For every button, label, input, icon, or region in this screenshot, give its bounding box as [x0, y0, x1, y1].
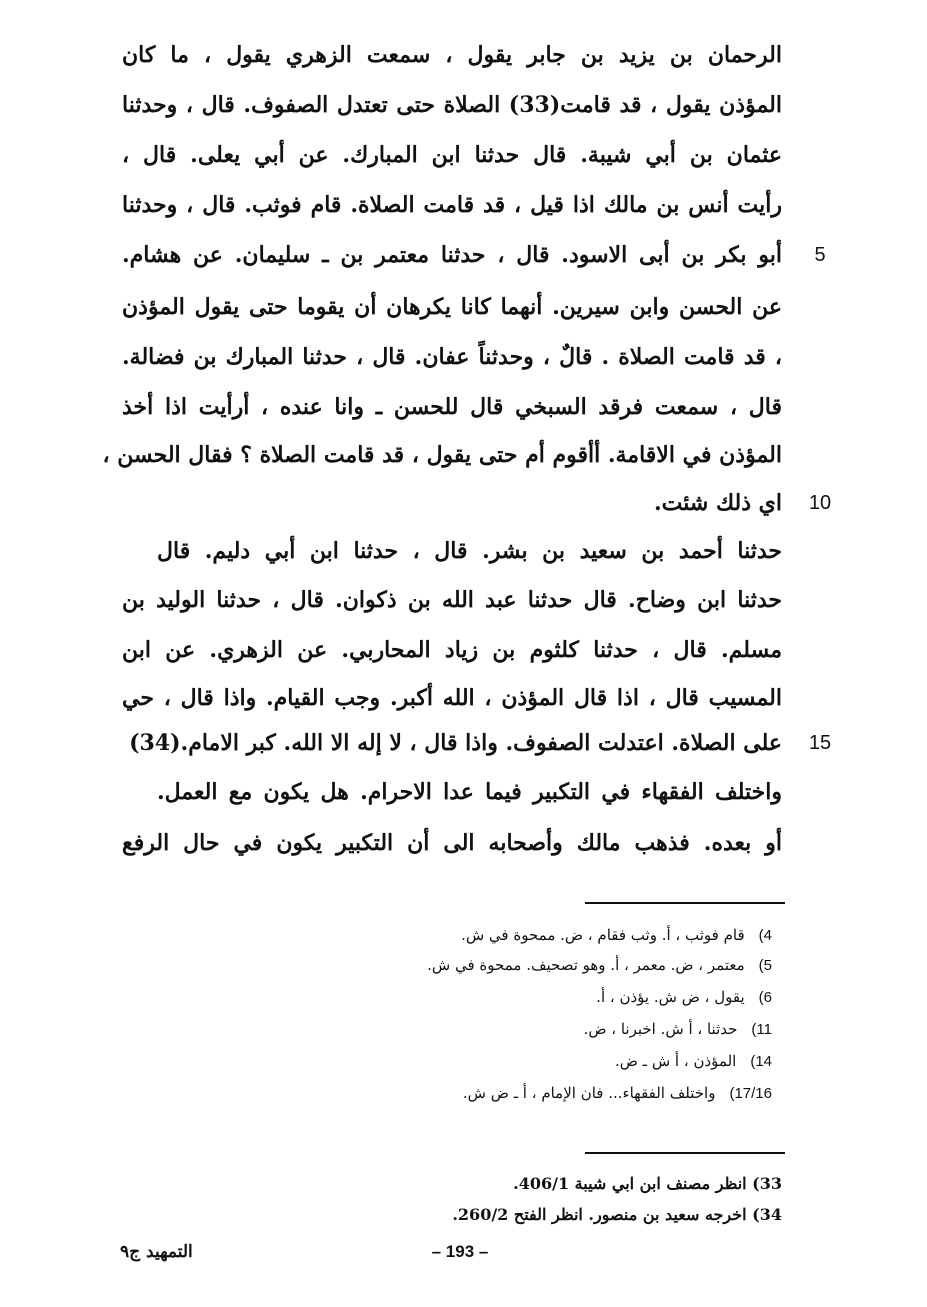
source-note: 33) انظر مصنف ابن ابي شيبة 406/1. [513, 1174, 782, 1193]
line-number: 10 [808, 492, 832, 514]
text-line: عثمان بن أبي شيبة. قال حدثنا ابن المبارك. عن أبي يعلى. قال ، [122, 142, 782, 168]
text-line: مسلم. قال ، حدثنا كلثوم بن زياد المحاربي. عن الزهري. عن ابن [122, 637, 782, 663]
text-line: اي ذلك شئت. [653, 490, 782, 516]
text-line: المؤذن يقول ، قد قامت(33) الصلاة حتى تعتدل الصفوف. قال ، وحدثنا [122, 92, 782, 118]
text-line: أبو بكر بن أبى الاسود. قال ، حدثنا معتمر بن ـ سليمان. عن هشام. [122, 242, 782, 268]
text-line: الرحمان بن يزيد بن جابر يقول ، سمعت الزهري يقول ، ما كان [122, 42, 782, 68]
text-line: حدثنا ابن وضاح. قال حدثنا عبد الله بن ذكوان. قال ، حدثنا الوليد بن [122, 587, 782, 613]
note-number: 6) [758, 989, 772, 1006]
note-number: 4) [758, 927, 772, 944]
footnote-divider [585, 902, 785, 904]
variant-note [352, 1050, 772, 1073]
variant-note [352, 954, 772, 977]
paragraph-start-line: واختلف الفقهاء في التكبير فيما عدا الاحرام. هل يكون مع العمل. [157, 779, 782, 805]
text-line: رأيت أنس بن مالك اذا قيل ، قد قامت الصلاة. قام فوثب. قال ، وحدثنا [122, 192, 782, 218]
variant-note [352, 924, 772, 947]
variant-note [352, 1082, 772, 1105]
source-divider [585, 1152, 785, 1154]
book-volume-mark: التمهيد ج٩ [120, 1242, 193, 1262]
note-text: معتمر ، ض. معمر ، أ. وهو تصحيف. ممحوة في ش. [427, 956, 745, 974]
text-line: عن الحسن وابن سيرين. أنهما كانا يكرهان أن يقوما حتى يقول المؤذن [122, 294, 782, 320]
variant-note [352, 986, 772, 1009]
text-line: المؤذن في الاقامة. أأقوم أم حتى يقول ، قد قامت الصلاة ؟ فقال الحسن ، [102, 442, 782, 468]
note-text: المؤذن ، أ ش ـ ض. [615, 1052, 737, 1070]
note-text: واختلف الفقهاء... فان الإمام ، أ ـ ض ش. [462, 1084, 716, 1102]
note-number: 11) [751, 1021, 772, 1038]
text-line: ، قد قامت الصلاة . قالٌ ، وحدثناً عفان. قال ، حدثنا المبارك بن فضالة. [122, 344, 782, 370]
note-number: 17/16) [729, 1085, 772, 1102]
text-line: على الصلاة. اعتدلت الصفوف. واذا قال ، لا إله الا الله. كبر الامام.(34) [129, 730, 782, 756]
note-number: 14) [750, 1053, 772, 1070]
line-number: 15 [808, 732, 832, 754]
line-number: 5 [814, 244, 826, 266]
note-text: يقول ، ض ش. يؤذن ، أ. [596, 988, 745, 1006]
text-line: قال ، سمعت فرقد السبخي قال للحسن ـ وانا عنده ، أرأيت اذا أخذ [122, 394, 782, 420]
paragraph-start-line: حدثنا أحمد بن سعيد بن بشر. قال ، حدثنا ابن أبي دليم. قال [157, 538, 782, 564]
page-number: – 193 – [431, 1242, 489, 1261]
text-line: أو بعده. فذهب مالك وأصحابه الى أن التكبير يكون في حال الرفع [122, 830, 782, 856]
note-text: قام فوثب ، أ. وثب فقام ، ض. ممحوة في ش. [461, 926, 745, 944]
text-line: المسيب قال ، اذا قال المؤذن ، الله أكبر. وجب القيام. واذا قال ، حي [122, 685, 782, 711]
note-number: 5) [758, 957, 772, 974]
note-text: حدثنا ، أ ش. اخبرنا ، ض. [583, 1020, 738, 1038]
variant-note [352, 1018, 772, 1041]
source-note: 34) اخرجه سعيد بن منصور. انظر الفتح 260/2. [452, 1205, 782, 1224]
